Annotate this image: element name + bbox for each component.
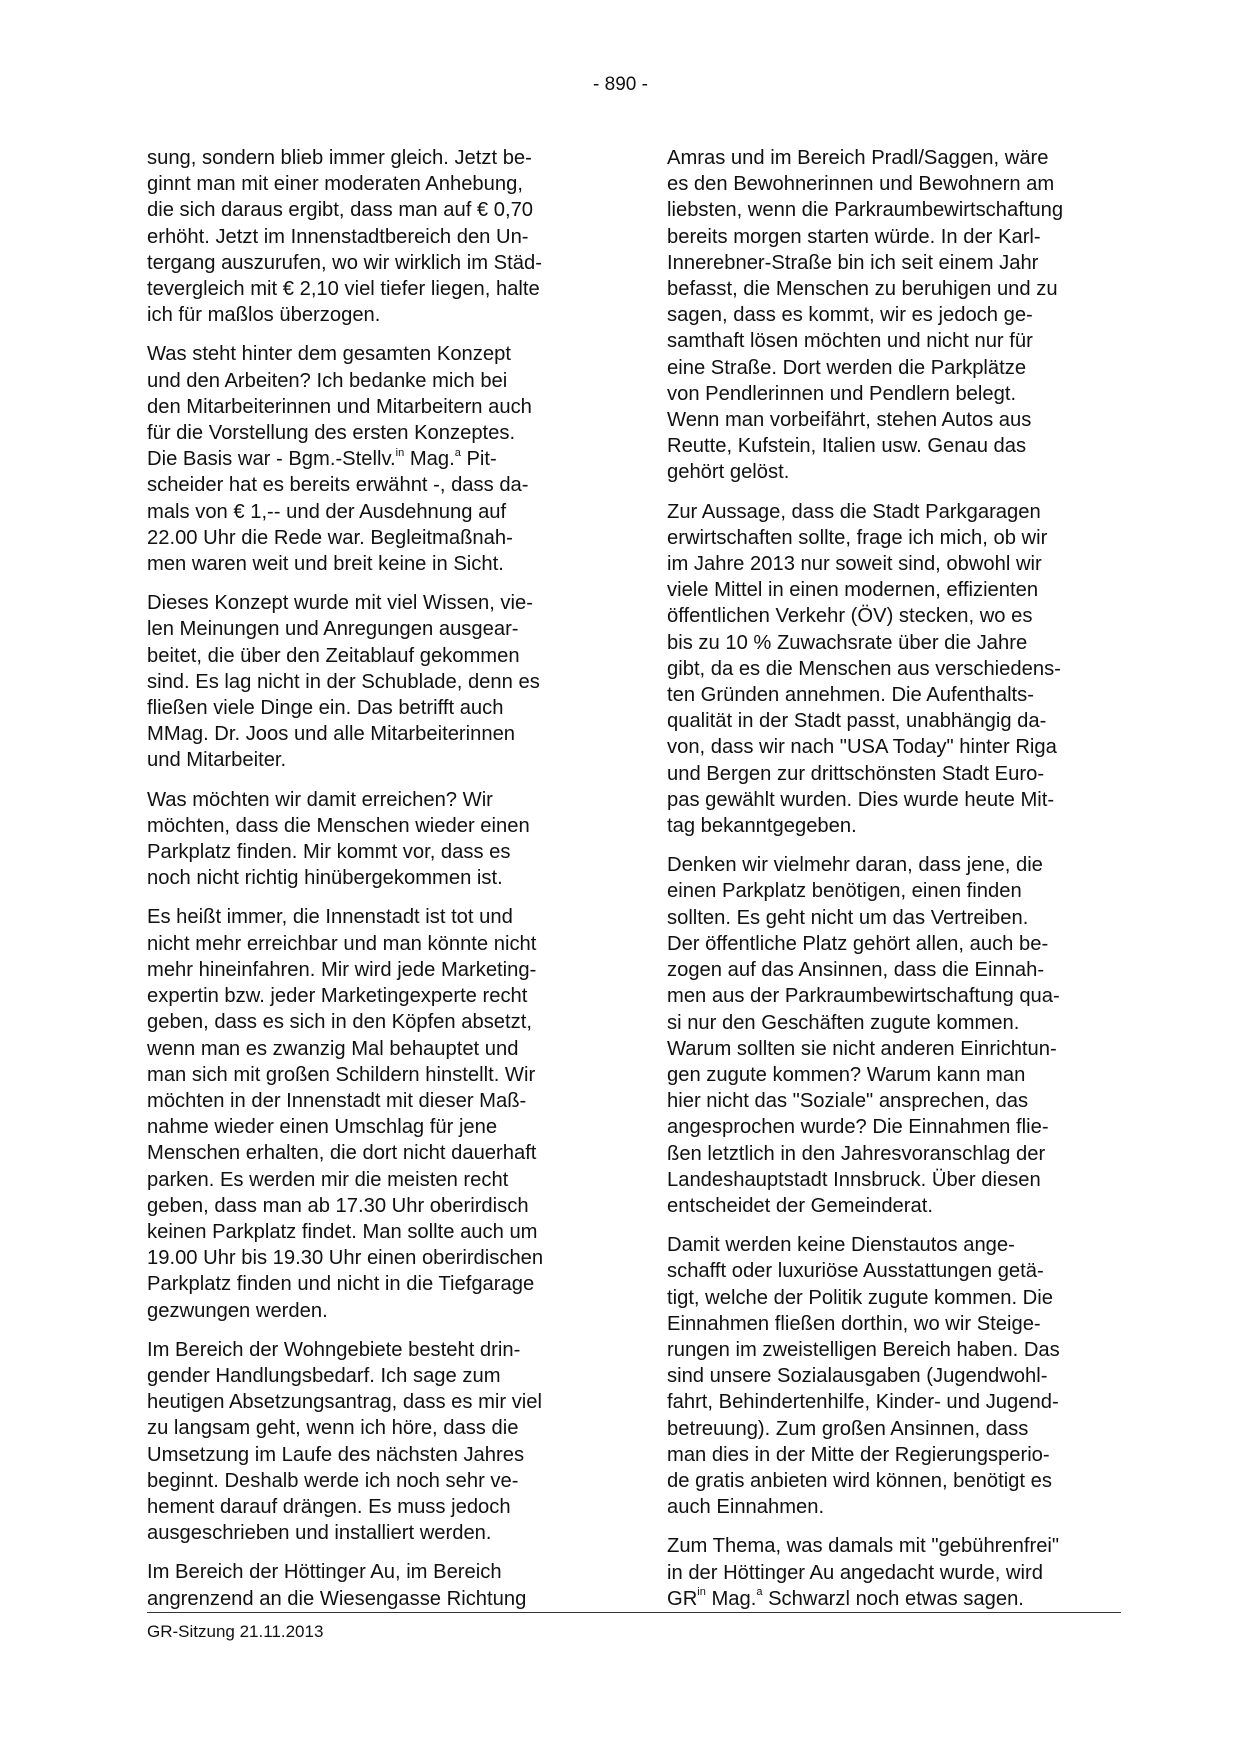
paragraph: Es heißt immer, die Innenstadt ist tot und nicht mehr erreichbar und man könnte nicht mehr hineinfahren. Mir wird jede Marketing- expertin bzw. jeder Marketingexperte recht geben, dass es sich in den Köpfen absetzt, wenn man es zwanzig Mal behauptet und man sich mit großen Schildern hinstellt. Wir möchten in der Innenstadt mit dieser Maß- nahme wieder einen Umschlag für jene Menschen erhalten, die dort nicht dauerhaft parken. Es werden mir die meisten recht geben, dass man ab 17.30 Uhr oberirdisch keinen Parkplatz findet. Man sollte auch um 19.00 Uhr bis 19.30 Uhr einen oberirdischen Parkplatz finden und nicht in die Tiefgarage gezwungen werden. [147,906,544,1322]
paragraph: Zur Aussage, dass die Stadt Parkgaragen erwirtschaften sollte, frage ich mich, ob wir im Jahre 2013 nur soweit sind, obwohl wir viele Mittel in einen modernen, effizienten öffentlichen Verkehr (ÖV) stecken, wo es bis zu 10 % Zuwachsrate über die Jahre gibt, da es die Menschen aus verschiedens- ten Gründen annehmen. Die Aufenthalts- qualität in der Stadt passt, unabhängig da- von, dass wir nach "USA Today" hinter Riga und Bergen zur drittschönsten Stadt Euro- pas gewählt wurden. Dies wurde heute Mit- tag bekanntgegeben. [667,500,1061,838]
footer-text: GR-Sitzung 21.11.2013 [147,1622,324,1641]
page-number: - 890 - [593,74,648,95]
paragraph: Was steht hinter dem gesamten Konzept und den Arbeiten? Ich bedanke mich bei den Mitarbeiterinnen und Mitarbeitern auch für die Vorstellung des ersten Konzeptes. Die Basis war - Bgm.-Stellv.$^{in}$ Mag.$^a$ Pit- scheider hat es bereits erwähnt -, dass da- mals von € 1,-- und der Ausdehnung auf 22.00 Uhr die Rede war. Begleitmaßnah- men waren weit und breit keine in Sicht. [147,343,532,576]
paragraph: Damit werden keine Dienstautos ange- schafft oder luxuriöse Ausstattungen getä- tigt, welche der Politik zugute kommen. Die Einnahmen fließen dorthin, wo wir Steige- rungen im zweistelligen Bereich haben. Das sind unsere Sozialausgaben (Jugendwohl- fahrt, Behindertenhilfe, Kinder- und Jugend- betreuung). Zum großen Ansinnen, dass man dies in der Mitte der Regierungsperio- de gratis anbieten wird können, benötigt es auch Einnahmen. [667,1234,1060,1519]
paragraph: Im Bereich der Höttinger Au, im Bereich angrenzend an die Wiesengasse Richtung [147,1561,527,1610]
right-column [667,145,1122,1625]
paragraph: Im Bereich der Wohngebiete besteht drin- gender Handlungsbedarf. Ich sage zum heutigen Absetzungsantrag, dass es mir viel zu langsam geht, wenn ich höre, dass die Umsetzung im Laufe des nächsten Jahres beginnt. Deshalb werde ich noch sehr ve- hement darauf drängen. Es muss jedoch ausgeschrieben und installiert werden. [147,1338,543,1545]
paragraph: Zum Thema, was damals mit "gebührenfrei" in der Höttinger Au angedacht wurde, wird $GR^{in}$ Mag.$^a$ Schwarzl noch etwas sagen. [667,1535,1060,1610]
paragraph: Dieses Konzept wurde mit viel Wissen, vie- len Meinungen und Anregungen ausgear- beitet, die über den Zeitablauf gekommen sind. Es lag nicht in der Schublade, denn es fließen viele Dinge ein. Das betrifft auch MMag. Dr. Joos und alle Mitarbeiterinnen und Mitarbeiter. [147,592,540,772]
footer-divider [147,1612,1121,1613]
paragraph: Was möchten wir damit erreichen? Wir möchten, dass die Menschen wieder einen Parkplatz finden. Mir kommt vor, dass es noch nicht richtig hinübergekommen ist. [147,788,530,890]
paragraph: Denken wir vielmehr daran, dass jene, die einen Parkplatz benötigen, einen finden sollten. Es geht nicht um das Vertreiben. Der öffentliche Platz gehört allen, auch be- zogen auf das Ansinnen, dass die Einnah- men aus der Parkraumbewirtschaftung qua- si nur den Geschäften zugute kommen. Warum sollten sie nicht anderen Einrichtun- gen zugute kommen? Warum kann man hier nicht das "Soziale" ansprechen, das angesprochen wurde? Die Einnahmen flie- ßen letztlich in den Jahresvoranschlag der Landeshauptstadt Innsbruck. Über diesen entscheidet der Gemeinderat. [667,854,1060,1217]
left-column [147,145,602,1625]
paragraph: sung, sondern blieb immer gleich. Jetzt be- ginnt man mit einer moderaten Anhebung, die sich daraus ergibt, dass man auf € 0,70 erhöht. Jetzt im Innenstadtbereich den Un- tergang auszurufen, wo wir wirklich im Städ- tevergleich mit € 2,10 viel tiefer liegen, halte ich für maßlos überzogen. [147,147,542,327]
paragraph: Amras und im Bereich Pradl/Saggen, wäre es den Bewohnerinnen und Bewohnern am liebsten, wenn die Parkraumbewirtschaftung bereits morgen starten würde. In der Karl- Innerebner-Straße bin ich seit einem Jahr befasst, die Menschen zu beruhigen und zu sagen, dass es kommt, wir es jedoch ge- samthaft lösen möchten und nicht nur für eine Straße. Dort werden die Parkplätze von Pendlerinnen und Pendlern belegt. Wenn man vorbeifährt, stehen Autos aus Reutte, Kufstein, Italien usw. Genau das gehört gelöst. [667,147,1064,484]
